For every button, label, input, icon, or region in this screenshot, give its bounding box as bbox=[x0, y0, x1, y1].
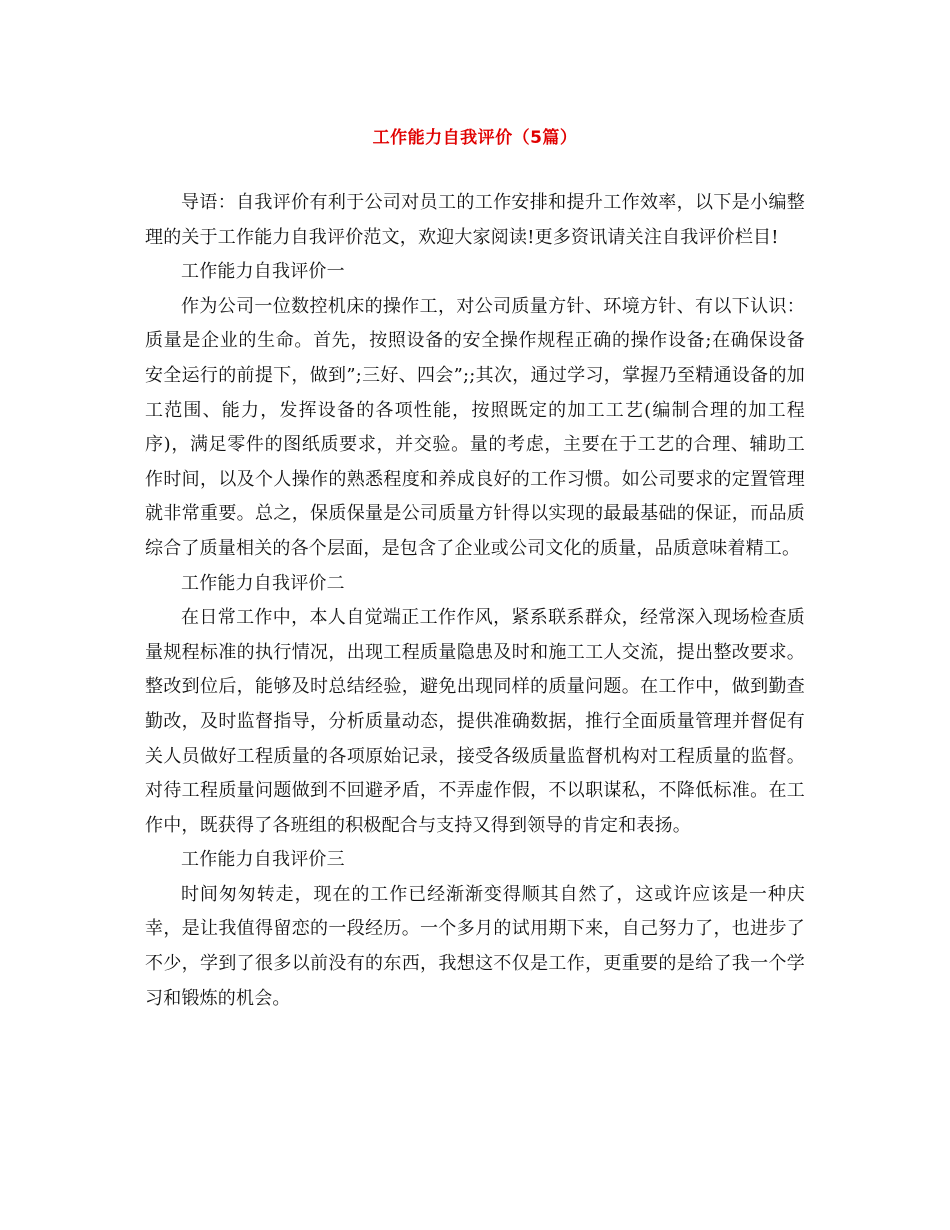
section-heading-3: 工作能力自我评价三 bbox=[181, 849, 345, 871]
section-heading-1: 工作能力自我评价一 bbox=[181, 261, 345, 283]
section-paragraph-1: 作为公司一位数控机床的操作工，对公司质量方针、环境方针、有以下认识：质量是企业的生命。首先，按照设备的安全操作规程正确的操作设备;在确保设备安全运行的前提下，做到”;三好、四会”;;其次，通过学习，掌握乃至精通设备的加工范围、能力，发挥设备的各项性能，按照既定的加工工艺(编制合理的加工程序)，满足零件的图纸质要求，并交验。量的考虑，主要在于工艺的合理、辅助工作时间，以及个人操作的熟悉程度和养成良好的工作习惯。如公司要求的定置管理就非常重要。总之，保质保量是公司质量方针得以实现的最最基础的保证，而品质综合了质量相关的各个层面，是包含了企业或公司文化的质量，品质意味着精工。 bbox=[145, 295, 805, 559]
section-paragraph-3: 时间匆匆转走，现在的工作已经渐渐变得顺其自然了，这或许应该是一种庆幸，是让我值得留恋的一段经历。一个多月的试用期下来，自己努力了，也进步了不少，学到了很多以前没有的东西，我想这不仅是工作，更重要的是给了我一个学习和锻炼的机会。 bbox=[145, 883, 805, 1009]
document-title: 工作能力自我评价（5篇） bbox=[372, 128, 578, 148]
section-paragraph-2: 在日常工作中，本人自觉端正工作作风，紧系联系群众，经常深入现场检查质量规程标准的执行情况，出现工程质量隐患及时和施工工人交流，提出整改要求。整改到位后，能够及时总结经验，避免出现同样的质量问题。在工作中，做到勤查勤改，及时监督指导，分析质量动态，提供准确数据，推行全面质量管理并督促有关人员做好工程质量的各项原始记录，接受各级质量监督机构对工程质量的监督。对待工程质量问题做到不回避矛盾，不弄虚作假，不以职谋私，不降低标准。在工作中，既获得了各班组的积极配合与支持又得到领导的肯定和表扬。 bbox=[145, 607, 805, 836]
document-body bbox=[145, 186, 805, 1016]
intro-paragraph: 导语：自我评价有利于公司对员工的工作安排和提升工作效率，以下是小编整理的关于工作能力自我评价范文，欢迎大家阅读!更多资讯请关注自我评价栏目! bbox=[145, 192, 805, 248]
section-heading-2: 工作能力自我评价二 bbox=[181, 572, 345, 594]
